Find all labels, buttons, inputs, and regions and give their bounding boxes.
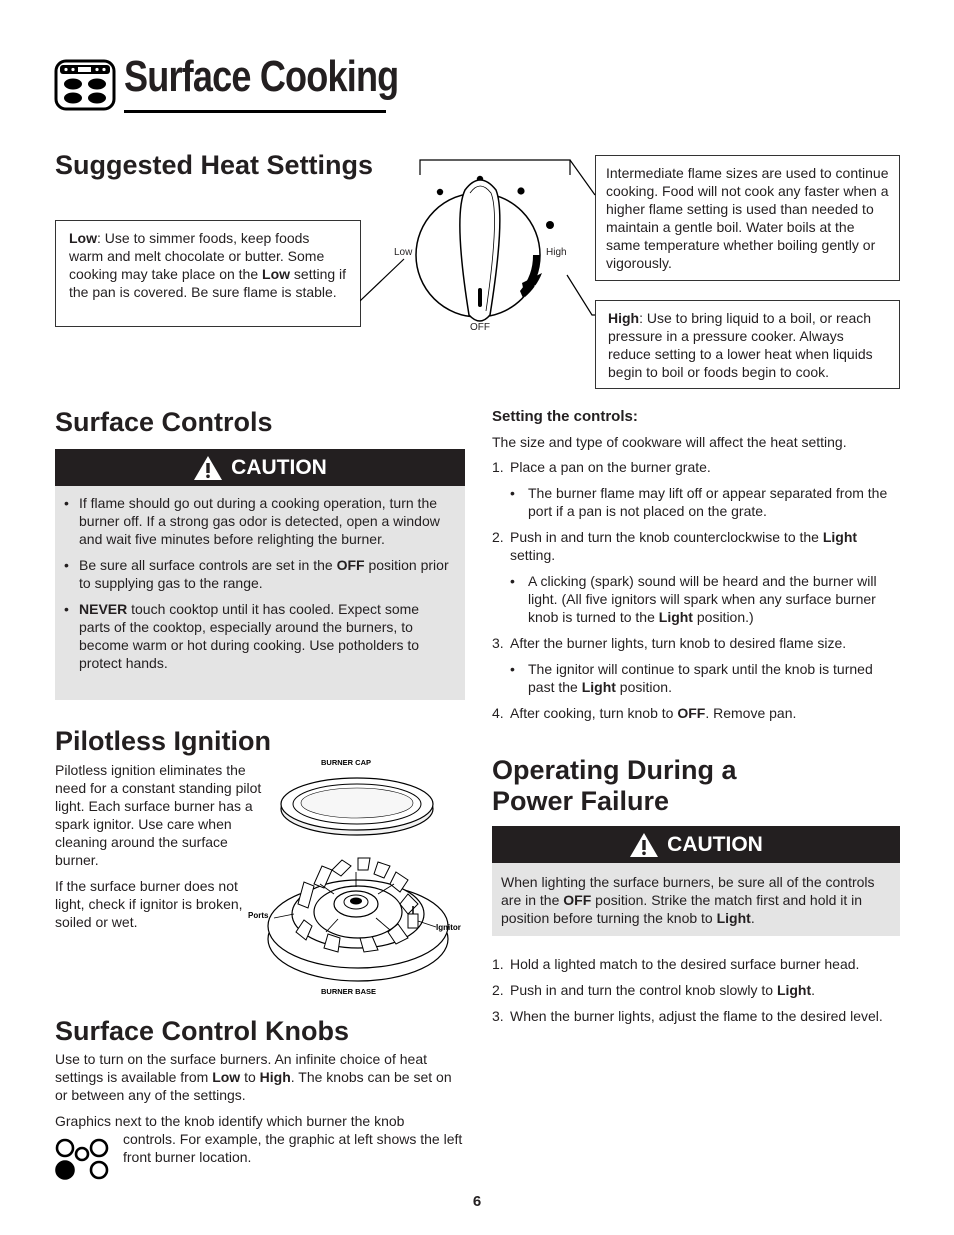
step-sub-item: • The burner flame may lift off or appear separated from the port if a pan is not placed on the grate. <box>510 484 897 520</box>
setting-controls-section <box>492 408 897 730</box>
caution-header <box>492 826 900 863</box>
pilotless-p2: If the surface burner does not light, check if ignitor is broken, soiled or wet. <box>55 878 243 930</box>
burner-location-icon <box>54 1137 110 1181</box>
caution-label: CAUTION <box>667 832 763 856</box>
low-label: Low <box>69 230 97 246</box>
control-knobs-p1: Use to turn on the surface burners. An infinite choice of heat settings is available from Low to High. The knobs can be set on or between any of the settings. <box>55 1051 452 1103</box>
page-title: Surface Cooking <box>124 52 399 101</box>
step-item: 4. After cooking, turn knob to OFF. Remove pan. <box>492 705 797 721</box>
caution-label: CAUTION <box>231 455 327 479</box>
ports-label: Ports <box>248 911 269 920</box>
warning-icon <box>193 455 223 481</box>
ignitor-label: Ignitor <box>436 923 461 932</box>
low-leader-line <box>360 259 404 301</box>
knob-low-label: Low <box>394 247 413 258</box>
control-knob-diagram <box>360 155 600 345</box>
intermediate-setting-box <box>595 155 900 281</box>
caution-list <box>55 494 453 672</box>
step-item: 2. Push in and turn the knob counterclockwise to the Light setting. • A clicking (spark) sound will be heard and the burner will light. (All five ignitors will spark when any surface burner knob is turned to the Light position.) <box>492 528 897 626</box>
intermediate-leader-bracket <box>420 160 570 175</box>
step-item: 1. Place a pan on the burner grate. • The burner flame may lift off or appear separated from the port if a pan is not placed on the grate. <box>492 458 897 520</box>
caution-item: • Be sure all surface controls are set in the OFF position prior to supplying gas to the range. <box>55 556 453 592</box>
step-sub-item: • The ignitor will continue to spark until the knob is turned past the Light position. <box>510 660 897 696</box>
knob-high-label: High <box>546 247 567 258</box>
caution-body <box>55 486 465 700</box>
high-text: : Use to bring liquid to a boil, or reach pressure in a pressure cooker. Always reduce setting to a lower heat when liquids begin to boil or foods begin to cook. <box>608 310 873 380</box>
caution-body: When lighting the surface burners, be sure all of the controls are in the OFF position. Strike the match first and hold it in position before turning the knob to Light. <box>492 863 900 936</box>
power-failure-heading <box>492 755 737 817</box>
knob-off-label: OFF <box>470 322 490 333</box>
low-text-2: setting if the pan is covered. Be sure flame is stable. <box>69 266 347 300</box>
heat-settings-heading: Suggested Heat Settings <box>55 150 374 180</box>
surface-controls-caution <box>55 449 465 700</box>
power-failure-steps <box>492 955 897 1033</box>
control-knobs-p2-line1: Graphics next to the knob identify which burner the knob <box>55 1113 405 1129</box>
setting-dot <box>517 187 524 194</box>
pilotless-text <box>55 761 265 939</box>
setting-controls-steps <box>492 458 897 722</box>
high-leader-line <box>567 275 595 315</box>
intermediate-text: Intermediate flame sizes are used to continue cooking. Food will not cook any faster when a higher flame setting is used than needed to maintain a gentle boil. Water boils at the same temperature whether boiling gently or vigorously. <box>606 165 889 271</box>
control-knobs-p2-rest: controls. For example, the graphic at left shows the left front burner location. <box>123 1131 463 1165</box>
burner-cap-label: BURNER CAP <box>321 758 372 767</box>
page-number: 6 <box>472 1193 482 1210</box>
knob-light-label: Light <box>532 282 549 305</box>
warning-icon <box>629 832 659 858</box>
low-label-2: Low <box>262 266 291 282</box>
caution-item: • NEVER touch cooktop until it has cooled. Expect some parts of the cooktop, especially around the burners, to become warm or hot during cooking. Use potholders to protect hands. <box>55 600 453 672</box>
burner-base-label: BURNER BASE <box>321 987 377 996</box>
high-setting-box <box>595 300 900 389</box>
power-failure-heading-line1: Operating During a <box>492 755 737 785</box>
setting-dot <box>546 221 554 229</box>
caution-item: • If flame should go out during a cooking operation, turn the burner off. If a strong gas odor is detected, open a window and wait five minutes before relighting the burner. <box>55 494 453 548</box>
pilotless-p1: Pilotless ignition eliminates the need for a constant standing pilot light. Each surface burner has a spark ignitor. Use care when cleaning around the surface burner. <box>55 762 262 868</box>
step-sub-item: • A clicking (spark) sound will be heard and the burner will light. (All five ignitors will spark when any surface burner knob is turned to the Light position.) <box>510 572 897 626</box>
high-label: High <box>608 310 640 326</box>
pilotless-heading: Pilotless Ignition <box>55 726 272 756</box>
title-underline <box>124 110 386 113</box>
caution-header <box>55 449 465 486</box>
power-failure-caution <box>492 826 900 936</box>
low-setting-box <box>55 220 361 327</box>
step-item: 3. When the burner lights, adjust the flame to the desired level. <box>492 1008 883 1024</box>
intermediate-leader-line <box>570 160 595 195</box>
setting-controls-heading: Setting the controls: <box>492 408 638 425</box>
surface-controls-heading: Surface Controls <box>55 407 273 437</box>
setting-controls-intro: The size and type of cookware will affect the heat setting. <box>492 434 847 450</box>
step-item: 1. Hold a lighted match to the desired surface burner head. <box>492 956 860 972</box>
cooktop-icon <box>54 59 116 116</box>
step-item: 3. After the burner lights, turn knob to desired flame size. • The ignitor will continue to spark until the knob is turned past the Light position. <box>492 634 897 696</box>
control-knobs-heading: Surface Control Knobs <box>55 1016 350 1046</box>
setting-dot <box>437 189 443 195</box>
burner-diagram <box>248 754 470 999</box>
low-text: : Use to simmer foods, keep foods warm and melt chocolate or butter. Some cooking may take place on the <box>69 230 325 282</box>
power-failure-heading-line2: Power Failure <box>492 786 670 816</box>
step-item: 2. Push in and turn the control knob slowly to Light. <box>492 982 816 998</box>
